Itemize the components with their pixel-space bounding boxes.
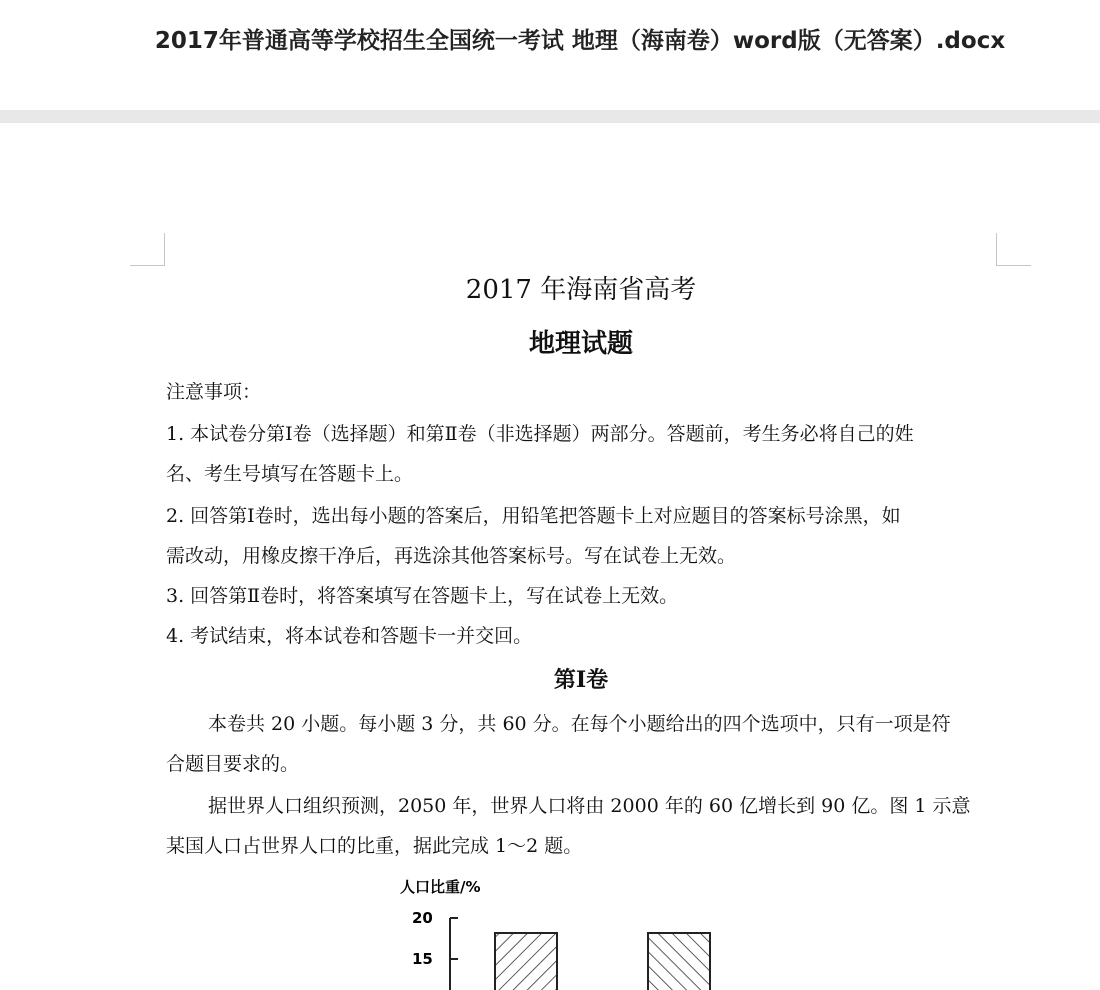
document-title: 2017年普通高等学校招生全国统一考试 地理（海南卷）word版（无答案）.docx <box>154 28 1006 54</box>
margin-corner-top-right <box>996 233 1031 266</box>
chart-bar <box>495 933 557 990</box>
title-separator <box>0 110 1100 123</box>
notice-item: 2. 回答第Ⅰ卷时，选出每小题的答案后，用铅笔把答题卡上对应题目的答案标号涂黑，如 <box>166 505 901 527</box>
paragraph-line: 合题目要求的。 <box>166 753 300 775</box>
ytick-label: 15 <box>412 950 433 968</box>
notice-item: 3. 回答第Ⅱ卷时，将答案填写在答题卡上，写在试卷上无效。 <box>166 585 679 607</box>
chart-bar <box>648 933 710 990</box>
exam-subject-heading: 地理试题 <box>528 329 633 359</box>
notice-item: 名、考生号填写在答题卡上。 <box>166 463 414 485</box>
title-bar <box>0 0 1100 110</box>
notice-item: 1. 本试卷分第Ⅰ卷（选择题）和第Ⅱ卷（非选择题）两部分。答题前，考生务必将自己的姓 <box>166 423 914 445</box>
notice-item: 需改动，用橡皮擦干净后，再选涂其他答案标号。写在试卷上无效。 <box>166 545 737 567</box>
chart-ylabel: 人口比重/% <box>400 878 481 896</box>
document-page[interactable] <box>0 123 1100 990</box>
paragraph-line: 据世界人口组织预测，2050 年，世界人口将由 2000 年的 60 亿增长到 90 亿。图 1 示意 <box>208 795 971 817</box>
section-title: 第Ⅰ卷 <box>553 667 609 693</box>
margin-corner-top-left <box>130 233 165 266</box>
notice-item: 4. 考试结束，将本试卷和答题卡一并交回。 <box>166 625 533 647</box>
chart-y-axis <box>450 918 458 990</box>
paragraph-line: 本卷共 20 小题。每小题 3 分，共 60 分。在每个小题给出的四个选项中，只有一项是符 <box>208 713 951 735</box>
population-share-chart <box>380 868 740 990</box>
exam-heading: 2017 年海南省高考 <box>465 275 697 305</box>
ytick-label: 20 <box>412 909 433 927</box>
paragraph-line: 某国人口占世界人口的比重，据此完成 1～2 题。 <box>166 835 583 857</box>
notice-title: 注意事项： <box>166 381 262 403</box>
